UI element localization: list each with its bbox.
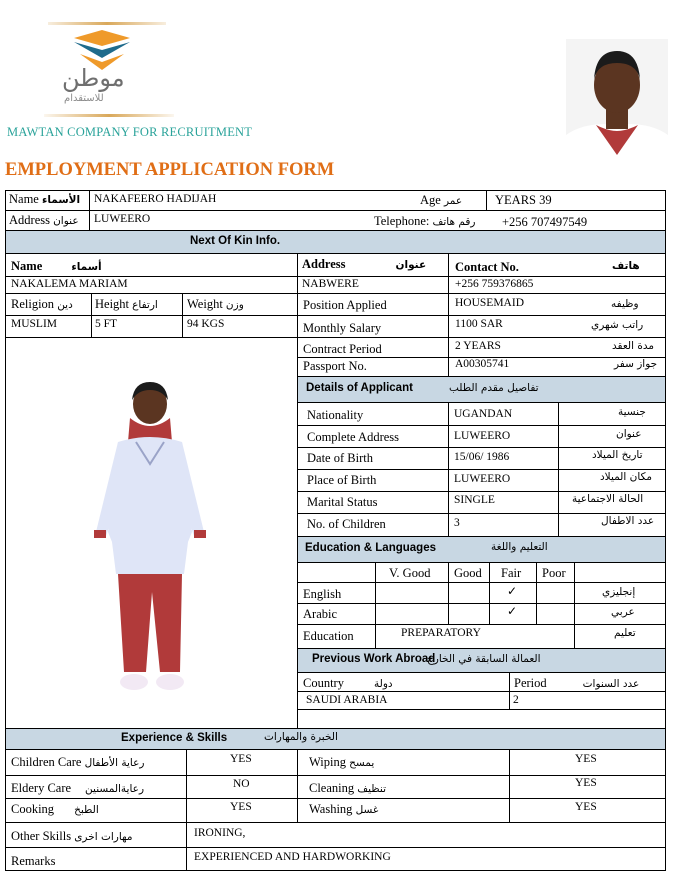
passport-value: A00305741 [455, 358, 510, 370]
english-label-ar: إنجليزي [602, 586, 636, 598]
level-vgood: V. Good [389, 566, 431, 580]
date-of-birth-label: Date of Birth [307, 451, 373, 465]
kin-contact: +256 759376865 [455, 278, 534, 290]
nationality-label: Nationality [307, 408, 364, 422]
children-value: 3 [454, 517, 460, 529]
arabic-label: Arabic [303, 607, 338, 621]
cooking-label: Cooking الطبخ [11, 802, 99, 816]
passport-label: Passport No. [303, 359, 367, 373]
washing-label: Washing غسل [309, 802, 379, 816]
education-value: PREPARATORY [401, 627, 481, 639]
contract-label-ar: مدة العقد [612, 340, 654, 352]
kin-name-header: Name أسماء [11, 259, 102, 273]
children-label: No. of Children [307, 517, 386, 531]
children-care-label: Children Care رعاية الأطفال [11, 755, 145, 769]
nationality-value: UGANDAN [454, 408, 513, 420]
telephone-label: Telephone: رقم هاتف [374, 214, 476, 228]
weight-value: 94 KGS [187, 318, 225, 330]
marital-status-label: Marital Status [307, 495, 378, 509]
height-value: 5 FT [95, 318, 118, 330]
position-label-ar: وظيفه [611, 298, 639, 310]
kin-name: NAKALEMA MARIAM [11, 278, 128, 290]
washing-value: YES [575, 801, 597, 813]
kin-address-header: Address عنوان [302, 257, 427, 271]
kin-contact-header-ar: هاتف [612, 260, 640, 272]
period-label: Period عدد السنوات [514, 676, 640, 690]
remarks-value: EXPERIENCED AND HARDWORKING [194, 851, 391, 863]
arabic-label-ar: عربي [611, 606, 635, 618]
education-label: Education [303, 629, 354, 643]
weight-label: Weight وزن [187, 297, 244, 311]
applicant-telephone: +256 707497549 [502, 215, 588, 229]
children-care-value: YES [230, 753, 252, 765]
children-label-ar: عدد الاطفال [601, 515, 655, 527]
skills-title-ar: الخبرة والمهارات [264, 731, 338, 743]
position-value: HOUSEMAID [455, 297, 524, 309]
period-value: 2 [513, 694, 519, 706]
wiping-value: YES [575, 753, 597, 765]
next-of-kin-header [5, 230, 666, 254]
cooking-value: YES [230, 801, 252, 813]
kin-address: NABWERE [302, 278, 359, 290]
salary-label-ar: راتب شهري [591, 319, 644, 331]
salary-label: Monthly Salary [303, 321, 382, 335]
cleaning-value: YES [575, 777, 597, 789]
education-title: Education & Languages [305, 542, 436, 554]
cleaning-label: Cleaning تنظيف [309, 781, 387, 795]
level-good: Good [454, 566, 482, 580]
contract-value: 2 YEARS [455, 340, 501, 352]
complete-address-label-ar: عنوان [616, 428, 642, 440]
place-of-birth-label: Place of Birth [307, 473, 377, 487]
details-title: Details of Applicant [306, 382, 413, 394]
complete-address-value: LUWEERO [454, 430, 511, 442]
place-of-birth-value: LUWEERO [454, 473, 511, 485]
other-skills-label: Other Skills مهارات اخرى [11, 829, 133, 843]
other-skills-value: IRONING, [194, 827, 246, 839]
wiping-label: Wiping يمسح [309, 755, 375, 769]
religion-value: MUSLIM [11, 318, 58, 330]
country-value: SAUDI ARABIA [306, 694, 388, 706]
next-of-kin-title: Next Of Kin Info. [190, 235, 281, 247]
applicant-address: LUWEERO [94, 213, 151, 225]
arabic-fair-check-icon: ✓ [507, 604, 518, 618]
company-name: MAWTAN COMPANY FOR RECRUITMENT [7, 125, 253, 139]
date-of-birth-label-ar: تاريخ الميلاد [592, 449, 643, 461]
level-fair: Fair [501, 566, 522, 580]
complete-address-label: Complete Address [307, 430, 400, 444]
date-of-birth-value: 15/06/ 1986 [454, 451, 510, 463]
logo-arabic-name: موطن [62, 64, 125, 92]
applicant-age: YEARS 39 [495, 193, 552, 207]
eldery-care-value: NO [233, 778, 250, 790]
passport-label-ar: جواز سفر [614, 358, 658, 370]
english-fair-check-icon: ✓ [507, 584, 518, 598]
remarks-label: Remarks [11, 854, 56, 868]
marital-status-value: SINGLE [454, 494, 495, 506]
salary-value: 1100 SAR [455, 318, 503, 330]
country-label: Country دولة [303, 676, 393, 690]
age-label: Age عمر [420, 193, 463, 207]
place-of-birth-label-ar: مكان الميلاد [600, 471, 652, 483]
marital-status-label-ar: الحالة الاجتماعية [572, 493, 644, 505]
contract-label: Contract Period [303, 342, 382, 356]
applicant-portrait [566, 39, 668, 163]
education-title-ar: التعليم واللغة [491, 541, 548, 553]
nationality-label-ar: جنسية [618, 406, 646, 418]
form-title: EMPLOYMENT APPLICATION FORM [5, 160, 335, 180]
address-label: Address عنوان [9, 213, 79, 227]
height-label: Height ارتفاع [95, 297, 158, 311]
level-poor: Poor [542, 566, 566, 580]
position-label: Position Applied [303, 298, 387, 312]
skills-title: Experience & Skills [121, 732, 228, 744]
logo-arabic-subtitle: للاستقدام [64, 93, 104, 104]
work-abroad-title-ar: العمالة السابقة في الخارج [427, 653, 541, 665]
kin-contact-header: Contact No. [455, 260, 519, 274]
education-label-ar: تعليم [614, 627, 636, 639]
applicant-full-body-photo [88, 382, 218, 698]
name-label: Name الأسماء [9, 192, 81, 206]
details-title-ar: تفاصيل مقدم الطلب [449, 382, 539, 394]
logo-underline [44, 114, 174, 117]
work-abroad-title: Previous Work Abroad [312, 653, 436, 665]
eldery-care-label: Eldery Care رعايةالمسنين [11, 781, 145, 795]
applicant-name: NAKAFEERO HADIJAH [94, 193, 217, 205]
religion-label: Religion دين [11, 297, 73, 311]
english-label: English [303, 587, 342, 601]
